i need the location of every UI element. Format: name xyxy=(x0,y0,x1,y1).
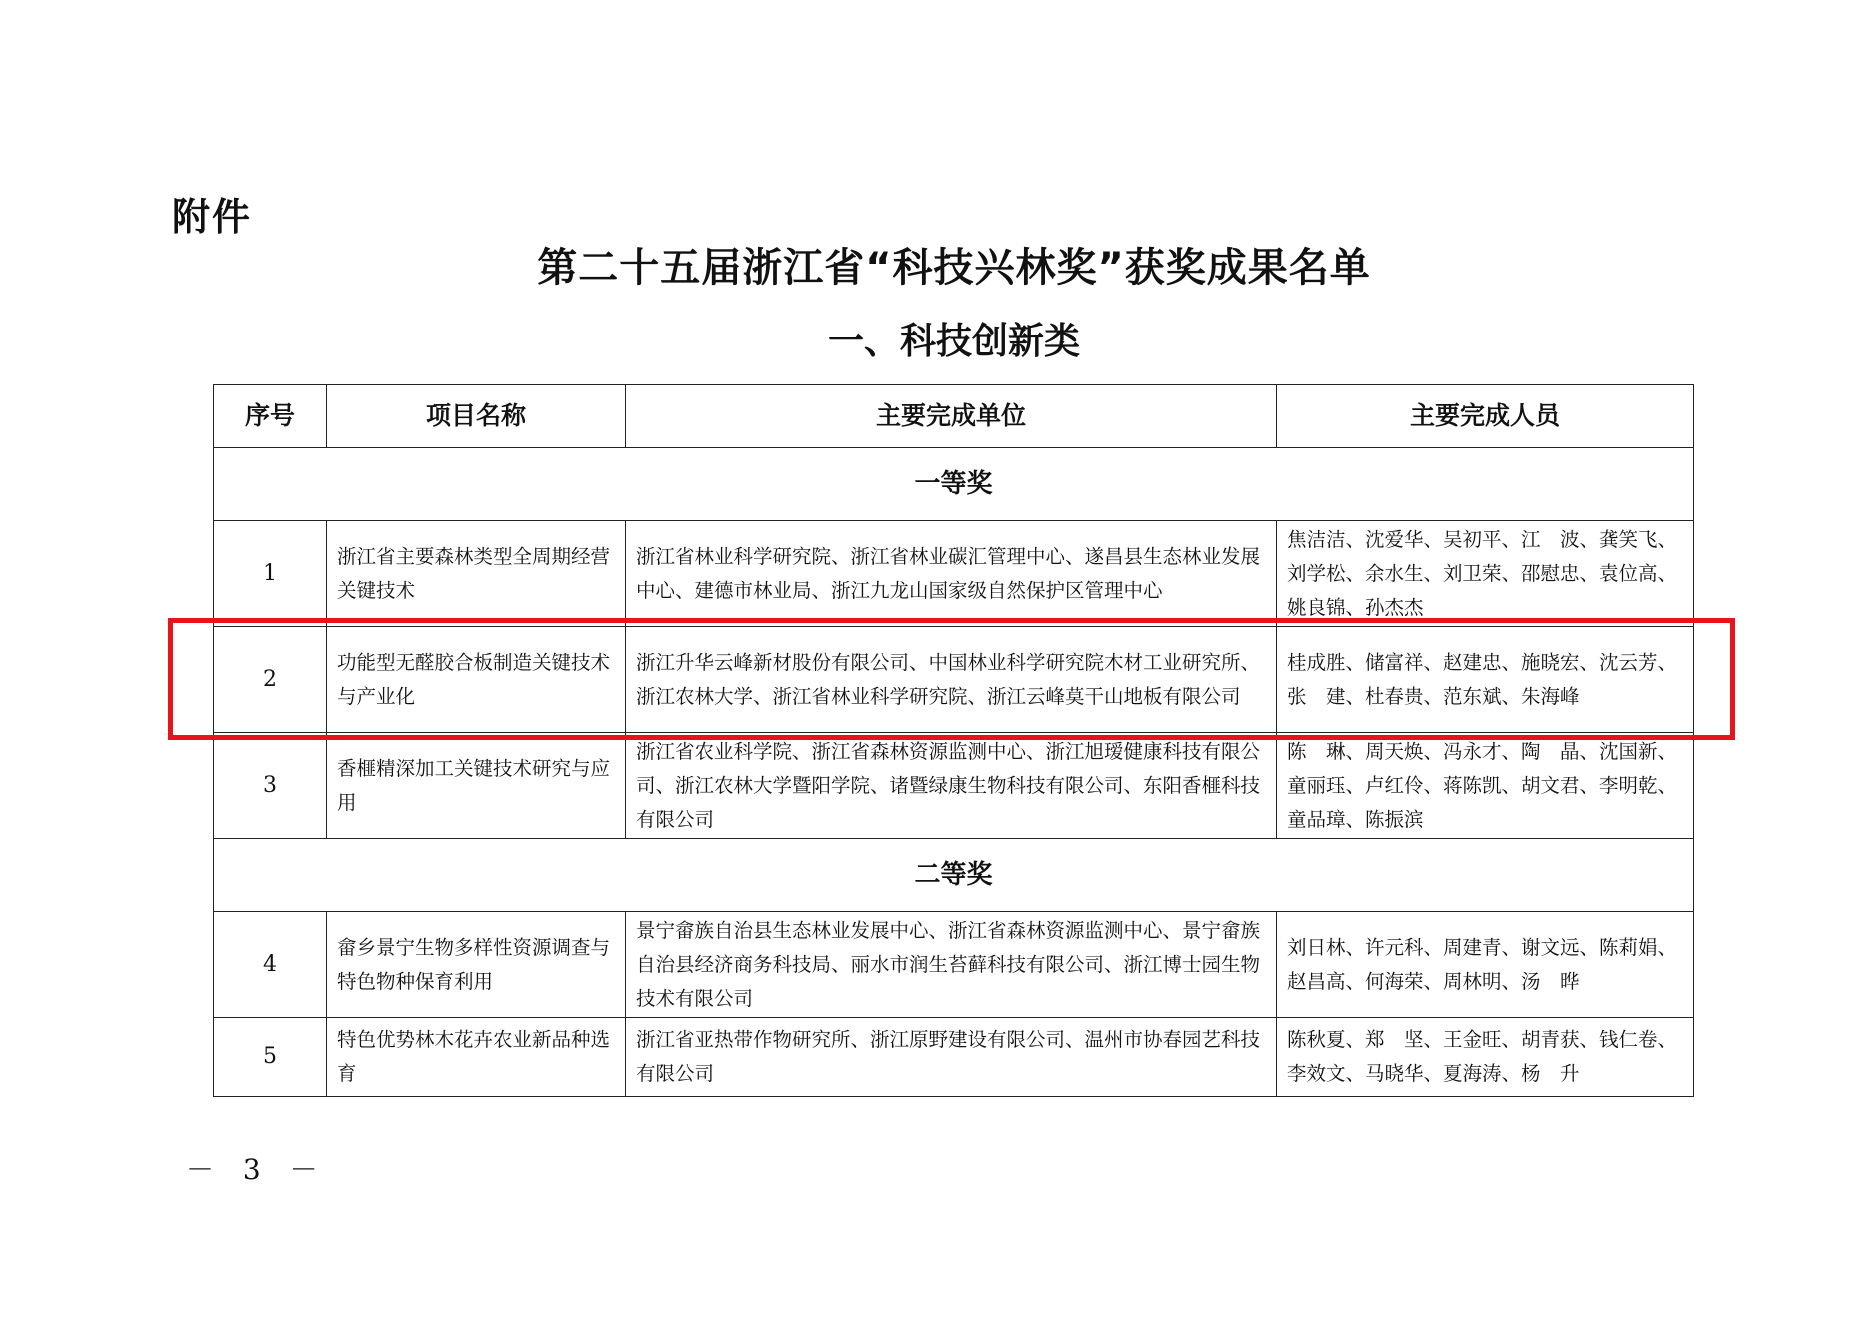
project-name: 畲乡景宁生物多样性资源调查与特色物种保育利用 xyxy=(327,912,626,1018)
row-index: 3 xyxy=(214,733,327,839)
grade-row xyxy=(214,839,1694,912)
grade-label: 一等奖 xyxy=(214,448,1694,521)
table-row xyxy=(214,1018,1694,1097)
row-index: 4 xyxy=(214,912,327,1018)
row-index: 1 xyxy=(214,521,327,627)
page-number: － 3 － xyxy=(186,1153,328,1186)
people-text: 焦洁洁、沈爱华、吴初平、江 波、龚笑飞、刘学松、余水生、刘卫荣、邵慰忠、袁位高、姚良锦、孙杰杰 xyxy=(1287,527,1678,619)
project-name: 特色优势林木花卉农业新品种选育 xyxy=(327,1018,626,1097)
row-index: 2 xyxy=(214,627,327,733)
column-header-units: 主要完成单位 xyxy=(626,385,1277,448)
completing-people: 陈 琳、周天焕、冯永才、陶 晶、沈国新、童丽珏、卢红伶、蒋陈凯、胡文君、李明乾、童品璋、陈振滨 xyxy=(1277,733,1694,839)
completing-people: 刘日林、许元科、周建青、谢文远、陈莉娟、赵昌高、何海荣、周林明、汤 晔 xyxy=(1277,912,1694,1018)
completing-units: 浙江省亚热带作物研究所、浙江原野建设有限公司、温州市协春园艺科技有限公司 xyxy=(626,1018,1277,1097)
column-header-index: 序号 xyxy=(214,385,327,448)
project-name: 功能型无醛胶合板制造关键技术与产业化 xyxy=(327,627,626,733)
completing-units: 浙江省农业科学院、浙江省森林资源监测中心、浙江旭瑷健康科技有限公司、浙江农林大学暨阳学院、诸暨绿康生物科技有限公司、东阳香榧科技有限公司 xyxy=(626,733,1277,839)
column-header-project: 项目名称 xyxy=(327,385,626,448)
grade-label: 二等奖 xyxy=(214,839,1694,912)
table-row xyxy=(214,912,1694,1018)
column-header-people: 主要完成人员 xyxy=(1277,385,1694,448)
table-row xyxy=(214,521,1694,627)
document-title: 第二十五届浙江省“科技兴林奖”获奖成果名单 xyxy=(537,245,1371,291)
completing-units: 浙江升华云峰新材股份有限公司、中国林业科学研究院木材工业研究所、浙江农林大学、浙江省林业科学研究院、浙江云峰莫干山地板有限公司 xyxy=(626,627,1277,733)
table-header-row xyxy=(214,385,1694,448)
row-index: 5 xyxy=(214,1018,327,1097)
awards-table xyxy=(213,384,1694,1097)
completing-units: 浙江省林业科学研究院、浙江省林业碳汇管理中心、遂昌县生态林业发展中心、建德市林业局、浙江九龙山国家级自然保护区管理中心 xyxy=(626,521,1277,627)
project-name: 浙江省主要森林类型全周期经营关键技术 xyxy=(327,521,626,627)
project-name: 香榧精深加工关键技术研究与应用 xyxy=(327,733,626,839)
completing-units: 景宁畲族自治县生态林业发展中心、浙江省森林资源监测中心、景宁畲族自治县经济商务科技局、丽水市润生苔藓科技有限公司、浙江博士园生物技术有限公司 xyxy=(626,912,1277,1018)
attachment-label: 附件 xyxy=(172,195,253,239)
completing-people: 桂成胜、储富祥、赵建忠、施晓宏、沈云芳、张 建、杜春贵、范东斌、朱海峰 xyxy=(1277,627,1694,733)
completing-people xyxy=(1277,521,1694,627)
section-title: 一、科技创新类 xyxy=(827,321,1080,362)
table-row xyxy=(214,627,1694,733)
completing-people: 陈秋夏、郑 坚、王金旺、胡青获、钱仁卷、李效文、马晓华、夏海涛、杨 升 xyxy=(1277,1018,1694,1097)
table-row xyxy=(214,733,1694,839)
grade-row xyxy=(214,448,1694,521)
